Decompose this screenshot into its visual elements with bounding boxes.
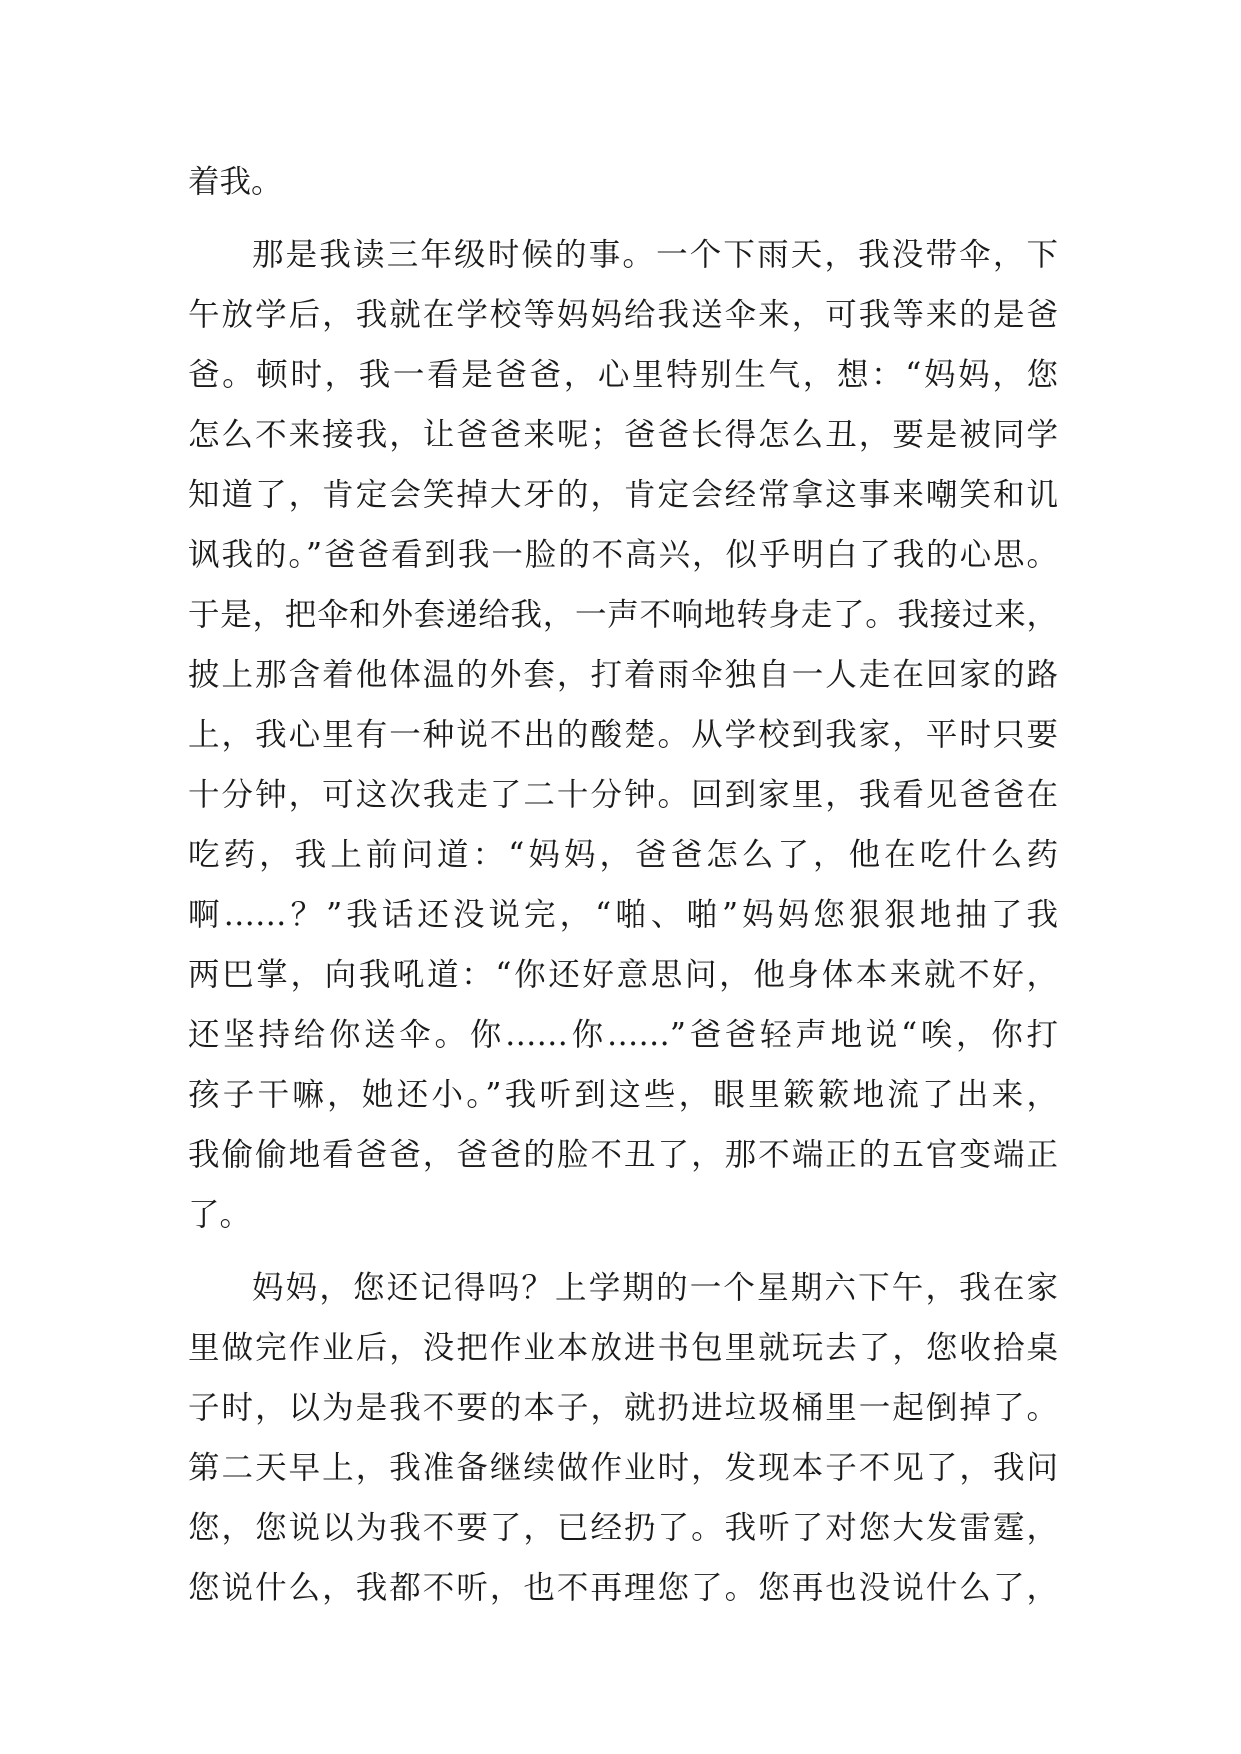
text-line: 还坚持给你送伞。你……你……”爸爸轻声地说“唉，你打	[188, 1017, 1058, 1053]
text-line: 上，我心里有一种说不出的酸楚。从学校到我家，平时只要	[188, 717, 1058, 753]
text-line: 十分钟，可这次我走了二十分钟。回到家里，我看见爸爸在	[188, 777, 1058, 813]
text-line: 孩子干嘛，她还小。”我听到这些，眼里簌簌地流了出来，	[188, 1077, 1058, 1113]
text-line: 了。	[188, 1197, 252, 1233]
paragraph-spacer	[188, 212, 1058, 225]
text-line: 怎么不来接我，让爸爸来呢；爸爸长得怎么丑，要是被同学	[188, 417, 1058, 453]
text-line: 两巴掌，向我吼道：“你还好意思问，他身体本来就不好，	[188, 957, 1058, 993]
text-line: 讽我的。”爸爸看到我一脸的不高兴，似乎明白了我的心思。	[188, 537, 1058, 573]
text-line: 爸。顿时，我一看是爸爸，心里特别生气，想：“妈妈，您	[188, 357, 1058, 393]
text-line: 着我。	[188, 164, 283, 200]
text-line: 您，您说以为我不要了，已经扔了。我听了对您大发雷霆，	[188, 1510, 1058, 1546]
text-line: 您说什么，我都不听，也不再理您了。您再也没说什么了，	[188, 1570, 1058, 1606]
paragraph	[188, 225, 1058, 1245]
paragraph	[188, 152, 1058, 212]
text-line: 妈妈，您还记得吗？上学期的一个星期六下午，我在家	[252, 1270, 1058, 1306]
text-line: 吃药，我上前问道：“妈妈，爸爸怎么了，他在吃什么药	[188, 837, 1058, 873]
document-body	[188, 152, 1058, 1618]
text-line: 第二天早上，我准备继续做作业时，发现本子不见了，我问	[188, 1450, 1058, 1486]
text-line: 午放学后，我就在学校等妈妈给我送伞来，可我等来的是爸	[188, 297, 1058, 333]
text-line: 披上那含着他体温的外套，打着雨伞独自一人走在回家的路	[188, 657, 1058, 693]
text-line: 于是，把伞和外套递给我，一声不响地转身走了。我接过来，	[188, 597, 1058, 633]
text-line: 里做完作业后，没把作业本放进书包里就玩去了，您收拾桌	[188, 1330, 1058, 1366]
text-line: 那是我读三年级时候的事。一个下雨天，我没带伞，下	[252, 237, 1058, 273]
paragraph-spacer	[188, 1245, 1058, 1258]
text-line: 我偷偷地看爸爸，爸爸的脸不丑了，那不端正的五官变端正	[188, 1137, 1058, 1173]
text-line: 知道了，肯定会笑掉大牙的，肯定会经常拿这事来嘲笑和讥	[188, 477, 1058, 513]
text-line: 啊……？”我话还没说完，“啪、啪”妈妈您狠狠地抽了我	[188, 897, 1058, 933]
paragraph	[188, 1258, 1058, 1618]
text-line: 子时，以为是我不要的本子，就扔进垃圾桶里一起倒掉了。	[188, 1390, 1058, 1426]
